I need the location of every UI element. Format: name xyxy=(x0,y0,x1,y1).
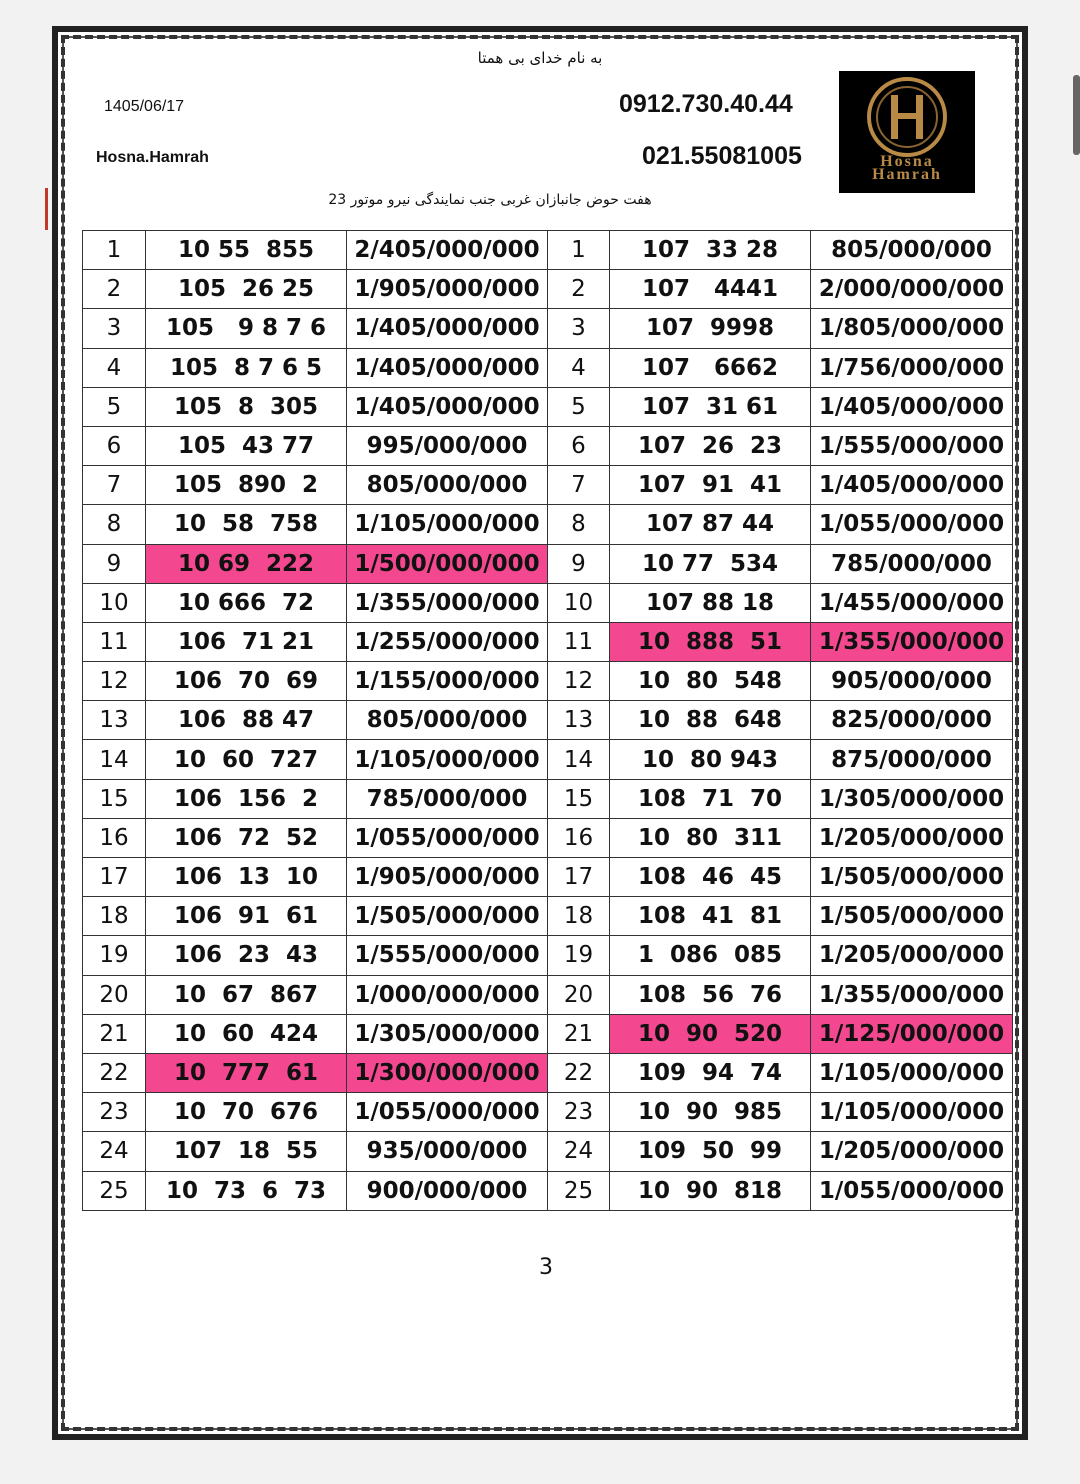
left-price-cell: 805/000/000 xyxy=(347,701,548,740)
left-index-cell: 21 xyxy=(83,1014,146,1053)
right-price-cell: 1/405/000/000 xyxy=(811,387,1013,426)
left-plate-number-cell: 105 26 25 xyxy=(146,270,347,309)
right-index-cell: 20 xyxy=(548,975,610,1014)
right-plate-number-cell: 108 71 70 xyxy=(610,779,811,818)
table-row xyxy=(83,544,1013,583)
logo-text-line1: Hosna xyxy=(880,153,934,170)
left-price-cell: 900/000/000 xyxy=(347,1171,548,1210)
table-row xyxy=(83,1093,1013,1132)
right-price-cell: 1/305/000/000 xyxy=(811,779,1013,818)
table-row xyxy=(83,583,1013,622)
right-price-cell: 1/455/000/000 xyxy=(811,583,1013,622)
right-price-cell: 875/000/000 xyxy=(811,740,1013,779)
right-price-cell: 1/405/000/000 xyxy=(811,466,1013,505)
right-index-cell: 1 xyxy=(548,231,610,270)
table-row xyxy=(83,975,1013,1014)
left-index-cell: 18 xyxy=(83,897,146,936)
right-price-cell: 2/000/000/000 xyxy=(811,270,1013,309)
left-plate-number-cell: 105 890 2 xyxy=(146,466,347,505)
table-row xyxy=(83,701,1013,740)
left-plate-number-cell: 106 71 21 xyxy=(146,622,347,661)
table-row xyxy=(83,662,1013,701)
right-plate-number-cell: 10 77 534 xyxy=(610,544,811,583)
right-plate-number-cell: 107 26 23 xyxy=(610,426,811,465)
vertical-scrollbar[interactable] xyxy=(1073,75,1080,155)
left-plate-number-cell: 10 666 72 xyxy=(146,583,347,622)
left-price-cell: 785/000/000 xyxy=(347,779,548,818)
right-plate-number-cell: 107 9998 xyxy=(610,309,811,348)
left-plate-number-cell: 10 70 676 xyxy=(146,1093,347,1132)
right-price-cell: 1/805/000/000 xyxy=(811,309,1013,348)
left-plate-number-cell: 106 91 61 xyxy=(146,897,347,936)
left-price-cell: 1/055/000/000 xyxy=(347,1093,548,1132)
right-plate-number-cell: 107 91 41 xyxy=(610,466,811,505)
left-plate-number-cell: 105 9 8 7 6 xyxy=(146,309,347,348)
right-index-cell: 23 xyxy=(548,1093,610,1132)
table-row xyxy=(83,426,1013,465)
right-price-cell: 1/105/000/000 xyxy=(811,1093,1013,1132)
right-price-cell: 905/000/000 xyxy=(811,662,1013,701)
right-index-cell: 16 xyxy=(548,818,610,857)
right-index-cell: 3 xyxy=(548,309,610,348)
right-index-cell: 13 xyxy=(548,701,610,740)
right-price-cell: 1/105/000/000 xyxy=(811,1053,1013,1092)
right-index-cell: 9 xyxy=(548,544,610,583)
right-index-cell: 4 xyxy=(548,348,610,387)
left-index-cell: 11 xyxy=(83,622,146,661)
left-price-cell: 1/555/000/000 xyxy=(347,936,548,975)
right-plate-number-cell: 107 87 44 xyxy=(610,505,811,544)
right-index-cell: 21 xyxy=(548,1014,610,1053)
right-price-cell: 1/125/000/000 xyxy=(811,1014,1013,1053)
right-index-cell: 11 xyxy=(548,622,610,661)
left-plate-number-cell: 105 43 77 xyxy=(146,426,347,465)
left-plate-number-cell: 106 13 10 xyxy=(146,858,347,897)
table-row xyxy=(83,466,1013,505)
right-price-cell: 785/000/000 xyxy=(811,544,1013,583)
phone-mobile: 0912.730.40.44 xyxy=(619,90,793,118)
right-plate-number-cell: 107 33 28 xyxy=(610,231,811,270)
left-price-cell: 805/000/000 xyxy=(347,466,548,505)
left-plate-number-cell: 106 70 69 xyxy=(146,662,347,701)
left-plate-number-cell: 10 60 727 xyxy=(146,740,347,779)
left-price-cell: 1/155/000/000 xyxy=(347,662,548,701)
right-price-cell: 1/756/000/000 xyxy=(811,348,1013,387)
basmala-heading: به نام خدای بی همتا xyxy=(477,49,603,67)
left-index-cell: 20 xyxy=(83,975,146,1014)
plate-table-body xyxy=(83,231,1013,1211)
left-plate-number-cell: 106 88 47 xyxy=(146,701,347,740)
right-index-cell: 7 xyxy=(548,466,610,505)
right-plate-number-cell: 10 80 311 xyxy=(610,818,811,857)
left-index-cell: 17 xyxy=(83,858,146,897)
right-index-cell: 5 xyxy=(548,387,610,426)
right-index-cell: 6 xyxy=(548,426,610,465)
right-plate-number-cell: 108 41 81 xyxy=(610,897,811,936)
right-price-cell: 1/055/000/000 xyxy=(811,505,1013,544)
left-plate-number-cell: 10 60 424 xyxy=(146,1014,347,1053)
left-plate-number-cell: 105 8 7 6 5 xyxy=(146,348,347,387)
right-price-cell: 1/205/000/000 xyxy=(811,818,1013,857)
left-index-cell: 14 xyxy=(83,740,146,779)
left-plate-number-cell: 10 67 867 xyxy=(146,975,347,1014)
right-plate-number-cell: 1 086 085 xyxy=(610,936,811,975)
table-row xyxy=(83,779,1013,818)
left-index-cell: 15 xyxy=(83,779,146,818)
left-price-cell: 1/105/000/000 xyxy=(347,740,548,779)
left-plate-number-cell: 10 73 6 73 xyxy=(146,1171,347,1210)
right-plate-number-cell: 10 80 548 xyxy=(610,662,811,701)
right-price-cell: 1/555/000/000 xyxy=(811,426,1013,465)
left-plate-number-cell: 105 8 305 xyxy=(146,387,347,426)
left-price-cell: 1/355/000/000 xyxy=(347,583,548,622)
table-row xyxy=(83,936,1013,975)
right-plate-number-cell: 107 4441 xyxy=(610,270,811,309)
right-price-cell: 1/505/000/000 xyxy=(811,897,1013,936)
table-row xyxy=(83,897,1013,936)
table-row xyxy=(83,505,1013,544)
right-plate-number-cell: 108 46 45 xyxy=(610,858,811,897)
table-row xyxy=(83,858,1013,897)
left-price-cell: 1/905/000/000 xyxy=(347,270,548,309)
phone-landline: 021.55081005 xyxy=(642,142,802,170)
left-price-cell: 1/305/000/000 xyxy=(347,1014,548,1053)
right-plate-number-cell: 10 80 943 xyxy=(610,740,811,779)
left-price-cell: 935/000/000 xyxy=(347,1132,548,1171)
plate-price-table xyxy=(82,230,1013,1211)
table-row xyxy=(83,309,1013,348)
table-row xyxy=(83,818,1013,857)
page-number: 3 xyxy=(539,1255,553,1280)
left-index-cell: 7 xyxy=(83,466,146,505)
left-plate-number-cell: 10 58 758 xyxy=(146,505,347,544)
right-price-cell: 1/505/000/000 xyxy=(811,858,1013,897)
right-plate-number-cell: 10 90 818 xyxy=(610,1171,811,1210)
table-row xyxy=(83,231,1013,270)
left-price-cell: 2/405/000/000 xyxy=(347,231,548,270)
right-index-cell: 14 xyxy=(548,740,610,779)
left-price-cell: 1/105/000/000 xyxy=(347,505,548,544)
left-price-cell: 1/500/000/000 xyxy=(347,544,548,583)
right-price-cell: 1/355/000/000 xyxy=(811,975,1013,1014)
right-price-cell: 1/055/000/000 xyxy=(811,1171,1013,1210)
left-price-cell: 1/405/000/000 xyxy=(347,309,548,348)
table-row xyxy=(83,1171,1013,1210)
right-price-cell: 1/205/000/000 xyxy=(811,1132,1013,1171)
left-plate-number-cell: 10 69 222 xyxy=(146,544,347,583)
left-index-cell: 4 xyxy=(83,348,146,387)
left-price-cell: 1/300/000/000 xyxy=(347,1053,548,1092)
right-price-cell: 1/205/000/000 xyxy=(811,936,1013,975)
right-index-cell: 24 xyxy=(548,1132,610,1171)
right-plate-number-cell: 107 88 18 xyxy=(610,583,811,622)
right-index-cell: 25 xyxy=(548,1171,610,1210)
right-index-cell: 19 xyxy=(548,936,610,975)
right-plate-number-cell: 10 888 51 xyxy=(610,622,811,661)
left-price-cell: 1/255/000/000 xyxy=(347,622,548,661)
right-index-cell: 17 xyxy=(548,858,610,897)
left-plate-number-cell: 106 23 43 xyxy=(146,936,347,975)
brand-name: Hosna.Hamrah xyxy=(96,149,209,166)
table-row xyxy=(83,270,1013,309)
brand-logo xyxy=(839,71,975,193)
left-price-cell: 1/405/000/000 xyxy=(347,387,548,426)
document-date: 1405/06/17 xyxy=(104,98,185,115)
table-row xyxy=(83,740,1013,779)
left-index-cell: 16 xyxy=(83,818,146,857)
table-row xyxy=(83,622,1013,661)
left-price-cell: 1/905/000/000 xyxy=(347,858,548,897)
left-plate-number-cell: 10 777 61 xyxy=(146,1053,347,1092)
table-row xyxy=(83,1014,1013,1053)
left-price-cell: 1/000/000/000 xyxy=(347,975,548,1014)
table-row xyxy=(83,1053,1013,1092)
left-index-cell: 13 xyxy=(83,701,146,740)
left-plate-number-cell: 10 55 855 xyxy=(146,231,347,270)
left-index-cell: 6 xyxy=(83,426,146,465)
left-plate-number-cell: 106 156 2 xyxy=(146,779,347,818)
left-index-cell: 12 xyxy=(83,662,146,701)
left-index-cell: 3 xyxy=(83,309,146,348)
logo-text-line2: Hamrah xyxy=(872,166,942,183)
left-index-cell: 2 xyxy=(83,270,146,309)
left-price-cell: 995/000/000 xyxy=(347,426,548,465)
right-price-cell: 1/355/000/000 xyxy=(811,622,1013,661)
left-index-cell: 25 xyxy=(83,1171,146,1210)
table-row xyxy=(83,1132,1013,1171)
right-plate-number-cell: 10 90 520 xyxy=(610,1014,811,1053)
left-index-cell: 9 xyxy=(83,544,146,583)
left-plate-number-cell: 107 18 55 xyxy=(146,1132,347,1171)
right-index-cell: 2 xyxy=(548,270,610,309)
right-price-cell: 825/000/000 xyxy=(811,701,1013,740)
left-price-cell: 1/055/000/000 xyxy=(347,818,548,857)
right-plate-number-cell: 107 6662 xyxy=(610,348,811,387)
left-index-cell: 23 xyxy=(83,1093,146,1132)
left-price-cell: 1/505/000/000 xyxy=(347,897,548,936)
right-index-cell: 12 xyxy=(548,662,610,701)
table-row xyxy=(83,387,1013,426)
right-plate-number-cell: 109 50 99 xyxy=(610,1132,811,1171)
left-index-cell: 10 xyxy=(83,583,146,622)
right-price-cell: 805/000/000 xyxy=(811,231,1013,270)
right-index-cell: 22 xyxy=(548,1053,610,1092)
table-row xyxy=(83,348,1013,387)
left-index-cell: 24 xyxy=(83,1132,146,1171)
right-plate-number-cell: 108 56 76 xyxy=(610,975,811,1014)
left-index-cell: 5 xyxy=(83,387,146,426)
right-index-cell: 10 xyxy=(548,583,610,622)
right-index-cell: 18 xyxy=(548,897,610,936)
left-index-cell: 8 xyxy=(83,505,146,544)
left-price-cell: 1/405/000/000 xyxy=(347,348,548,387)
left-index-cell: 22 xyxy=(83,1053,146,1092)
right-plate-number-cell: 107 31 61 xyxy=(610,387,811,426)
left-plate-number-cell: 106 72 52 xyxy=(146,818,347,857)
right-index-cell: 15 xyxy=(548,779,610,818)
right-plate-number-cell: 109 94 74 xyxy=(610,1053,811,1092)
right-plate-number-cell: 10 90 985 xyxy=(610,1093,811,1132)
left-index-cell: 19 xyxy=(83,936,146,975)
right-index-cell: 8 xyxy=(548,505,610,544)
left-index-cell: 1 xyxy=(83,231,146,270)
address-subtitle: هفت حوض جانبازان غربی جنب نمایندگی نیرو موتور 23 xyxy=(328,192,652,208)
right-plate-number-cell: 10 88 648 xyxy=(610,701,811,740)
